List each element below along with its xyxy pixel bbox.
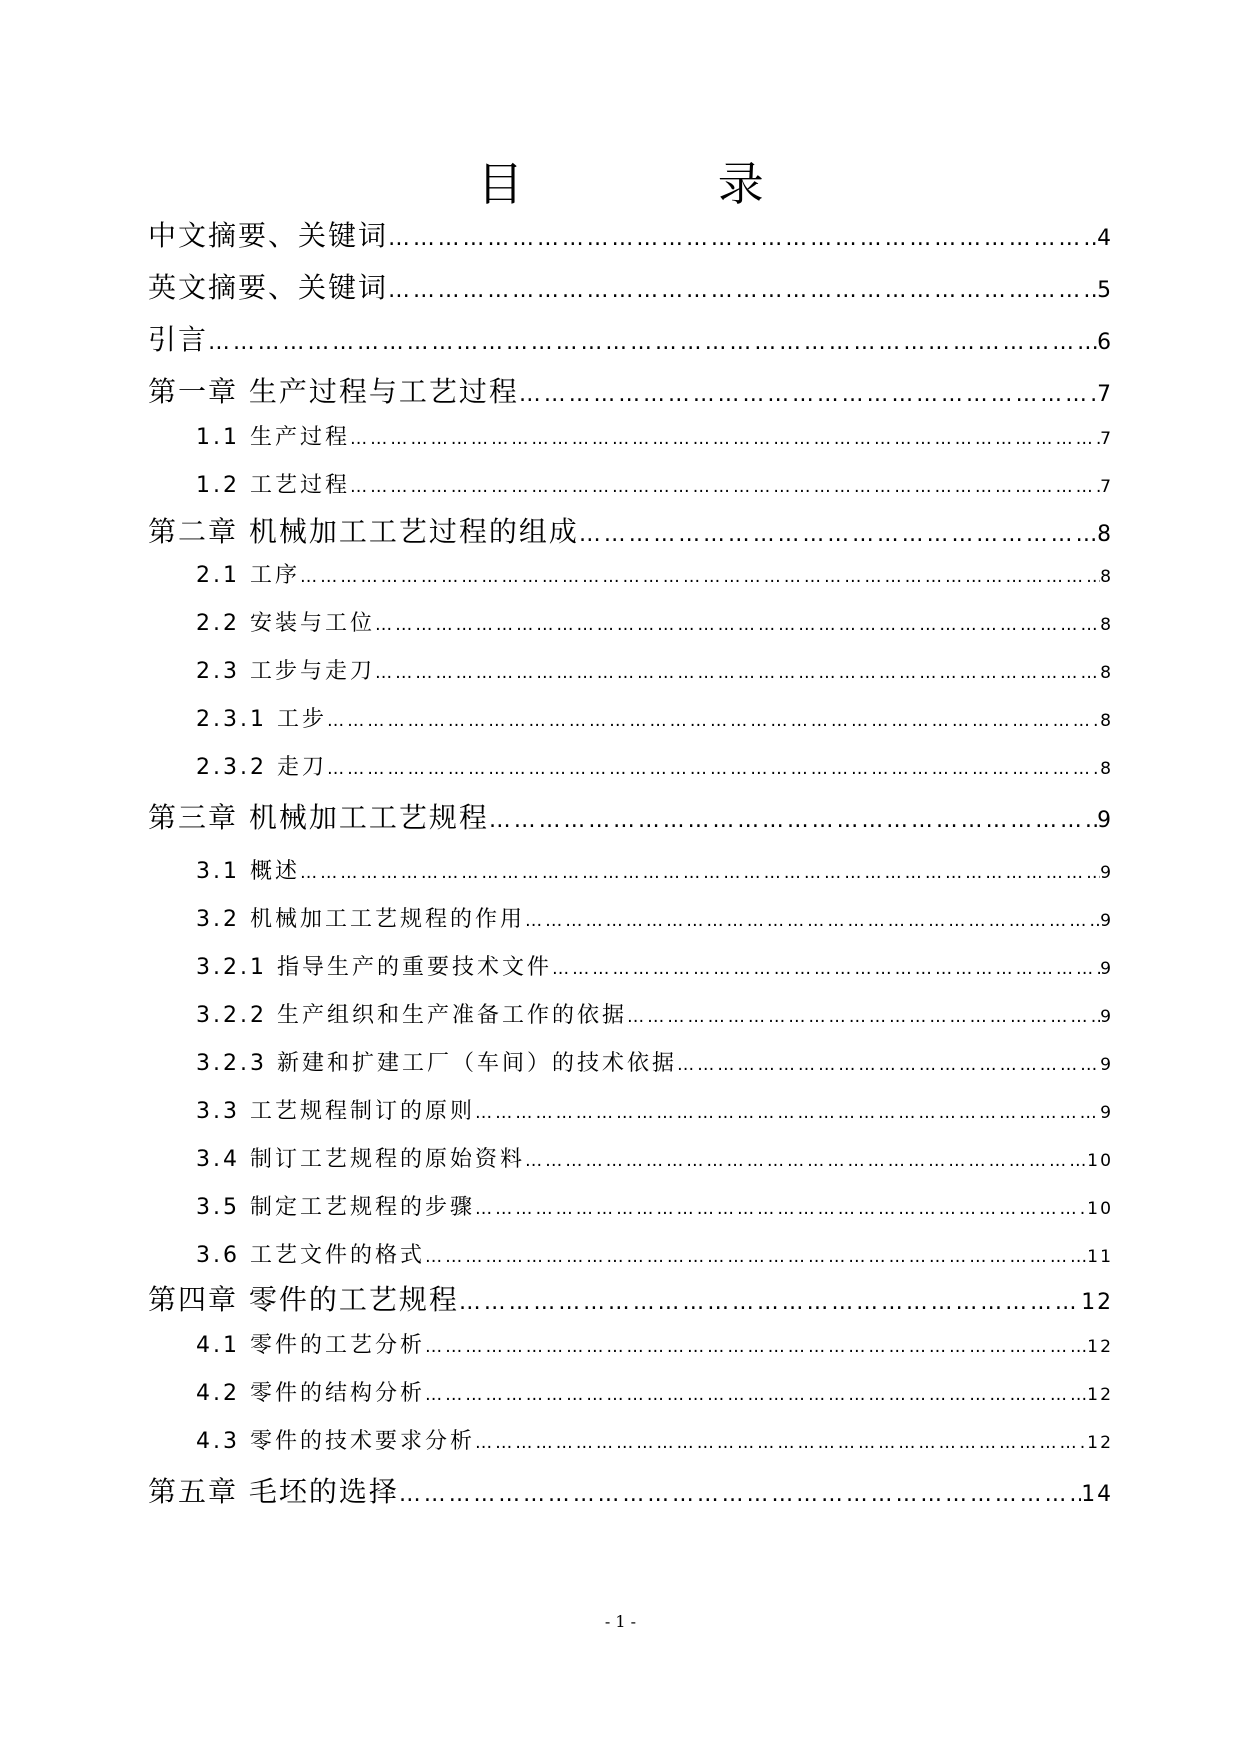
toc-entry-label: 1.2 工艺过程 [196, 473, 350, 498]
toc-entry-page: 8 [1100, 615, 1113, 635]
toc-entry-3-6[interactable] [196, 1238, 1113, 1278]
toc-entry-label: 2.3 工步与走刀 [196, 659, 375, 684]
toc-entry-page: 7 [1100, 477, 1113, 497]
toc-entry-label: 2.1 工序 [196, 563, 300, 588]
toc-entry-4-3[interactable] [196, 1424, 1113, 1464]
toc-entry-abstract-en[interactable] [148, 266, 1113, 306]
toc-leader-dots [519, 382, 1097, 408]
toc-entry-label: 第一章 生产过程与工艺过程 [148, 375, 519, 408]
toc-entry-page: 7 [1100, 429, 1113, 449]
toc-entry-label: 3.1 概述 [196, 859, 300, 884]
toc-entry-page: 14 [1081, 1482, 1113, 1507]
toc-entry-1-2[interactable] [196, 468, 1113, 508]
toc-entry-label: 3.4 制订工艺规程的原始资料 [196, 1147, 525, 1172]
toc-entry-page: 6 [1097, 330, 1113, 355]
toc-entry-page: 9 [1100, 863, 1113, 883]
toc-entry-label: 4.3 零件的技术要求分析 [196, 1429, 475, 1454]
toc-entry-3-4[interactable] [196, 1142, 1113, 1182]
toc-entry-4-1[interactable] [196, 1328, 1113, 1368]
toc-leader-dots [627, 1007, 1100, 1028]
toc-entry-3-2-3[interactable] [196, 1046, 1113, 1086]
toc-entry-3-2[interactable] [196, 902, 1113, 942]
toc-entry-page: 5 [1097, 278, 1113, 303]
toc-entry-page: 9 [1100, 959, 1113, 979]
toc-leader-dots [475, 1199, 1087, 1220]
toc-leader-dots [208, 330, 1097, 356]
toc-leader-dots [375, 663, 1100, 684]
toc-entry-chapter-1[interactable] [148, 370, 1113, 410]
toc-entry-label: 第五章 毛坯的选择 [148, 1475, 399, 1508]
toc-entry-page: 10 [1087, 1199, 1113, 1219]
toc-entry-label: 第四章 零件的工艺规程 [148, 1283, 459, 1316]
toc-entry-label: 2.3.1 工步 [196, 707, 327, 732]
toc-entry-2-1[interactable] [196, 558, 1113, 598]
toc-entry-page: 4 [1097, 226, 1113, 251]
toc-leader-dots [388, 278, 1097, 304]
toc-leader-dots [425, 1385, 1087, 1406]
toc-leader-dots [425, 1247, 1087, 1268]
toc-entry-2-3-1[interactable] [196, 702, 1113, 742]
toc-leader-dots [489, 808, 1097, 834]
toc-entry-label: 3.2.1 指导生产的重要技术文件 [196, 955, 552, 980]
toc-entry-label: 2.2 安装与工位 [196, 611, 375, 636]
toc-entry-page: 8 [1097, 522, 1113, 547]
toc-entry-page: 9 [1100, 1055, 1113, 1075]
page-number-footer: - 1 - [604, 1612, 637, 1631]
toc-entry-label: 3.2 机械加工工艺规程的作用 [196, 907, 525, 932]
toc-leader-dots [525, 911, 1100, 932]
toc-entry-3-3[interactable] [196, 1094, 1113, 1134]
toc-entry-3-1[interactable] [196, 854, 1113, 894]
toc-entry-3-2-1[interactable] [196, 950, 1113, 990]
toc-entry-page: 12 [1081, 1290, 1113, 1315]
toc-leader-dots [475, 1433, 1087, 1454]
toc-entry-label: 第三章 机械加工工艺规程 [148, 801, 489, 834]
toc-entry-page: 9 [1100, 1103, 1113, 1123]
toc-leader-dots [425, 1337, 1087, 1358]
toc-leader-dots [677, 1055, 1100, 1076]
toc-entry-label: 1.1 生产过程 [196, 425, 350, 450]
toc-leader-dots [350, 477, 1100, 498]
toc-entry-label: 第二章 机械加工工艺过程的组成 [148, 515, 579, 548]
toc-entry-page: 7 [1097, 382, 1113, 407]
toc-entry-page: 8 [1100, 711, 1113, 731]
toc-entry-page: 9 [1097, 808, 1113, 833]
toc-entry-label: 4.1 零件的工艺分析 [196, 1333, 425, 1358]
toc-entry-label: 3.6 工艺文件的格式 [196, 1243, 425, 1268]
toc-entry-label: 3.3 工艺规程制订的原则 [196, 1099, 475, 1124]
toc-entry-chapter-3[interactable] [148, 796, 1113, 836]
toc-entry-page: 8 [1100, 759, 1113, 779]
toc-title: 目 录 [477, 157, 854, 211]
toc-entry-3-5[interactable] [196, 1190, 1113, 1230]
toc-entry-page: 11 [1087, 1247, 1113, 1267]
toc-entry-1-1[interactable] [196, 420, 1113, 460]
toc-entry-3-2-2[interactable] [196, 998, 1113, 1038]
toc-entry-page: 8 [1100, 567, 1113, 587]
toc-leader-dots [525, 1151, 1087, 1172]
toc-leader-dots [350, 429, 1100, 450]
toc-entry-2-3-2[interactable] [196, 750, 1113, 790]
toc-entry-page: 12 [1087, 1385, 1113, 1405]
toc-entry-page: 12 [1087, 1433, 1113, 1453]
toc-entry-2-2[interactable] [196, 606, 1113, 646]
toc-entry-page: 9 [1100, 1007, 1113, 1027]
toc-entry-page: 8 [1100, 663, 1113, 683]
toc-entry-page: 10 [1087, 1151, 1113, 1171]
toc-leader-dots [475, 1103, 1100, 1124]
toc-leader-dots [327, 711, 1100, 732]
toc-entry-introduction[interactable] [148, 318, 1113, 358]
toc-entry-chapter-4[interactable] [148, 1278, 1113, 1318]
toc-leader-dots [300, 567, 1100, 588]
toc-entry-chapter-5[interactable] [148, 1470, 1113, 1510]
toc-entry-label: 4.2 零件的结构分析 [196, 1381, 425, 1406]
toc-entry-abstract-cn[interactable] [148, 214, 1113, 254]
toc-entry-4-2[interactable] [196, 1376, 1113, 1416]
toc-entry-label: 3.2.2 生产组织和生产准备工作的依据 [196, 1003, 627, 1028]
toc-entry-label: 3.5 制定工艺规程的步骤 [196, 1195, 475, 1220]
toc-entry-page: 12 [1087, 1337, 1113, 1357]
toc-leader-dots [388, 226, 1097, 252]
toc-entry-chapter-2[interactable] [148, 510, 1113, 550]
toc-entry-label: 中文摘要、关键词 [148, 219, 389, 252]
toc-leader-dots [579, 522, 1097, 548]
toc-entry-2-3[interactable] [196, 654, 1113, 694]
toc-entry-page: 9 [1100, 911, 1113, 931]
toc-leader-dots [300, 863, 1100, 884]
toc-entry-label: 3.2.3 新建和扩建工厂（车间）的技术依据 [196, 1051, 677, 1076]
toc-entry-label: 英文摘要、关键词 [148, 271, 389, 304]
toc-leader-dots [375, 615, 1100, 636]
toc-leader-dots [459, 1290, 1081, 1316]
toc-leader-dots [327, 759, 1100, 780]
toc-entry-label: 2.3.2 走刀 [196, 755, 327, 780]
toc-entry-label: 引言 [148, 323, 209, 356]
toc-leader-dots [552, 959, 1100, 980]
toc-leader-dots [399, 1482, 1081, 1508]
